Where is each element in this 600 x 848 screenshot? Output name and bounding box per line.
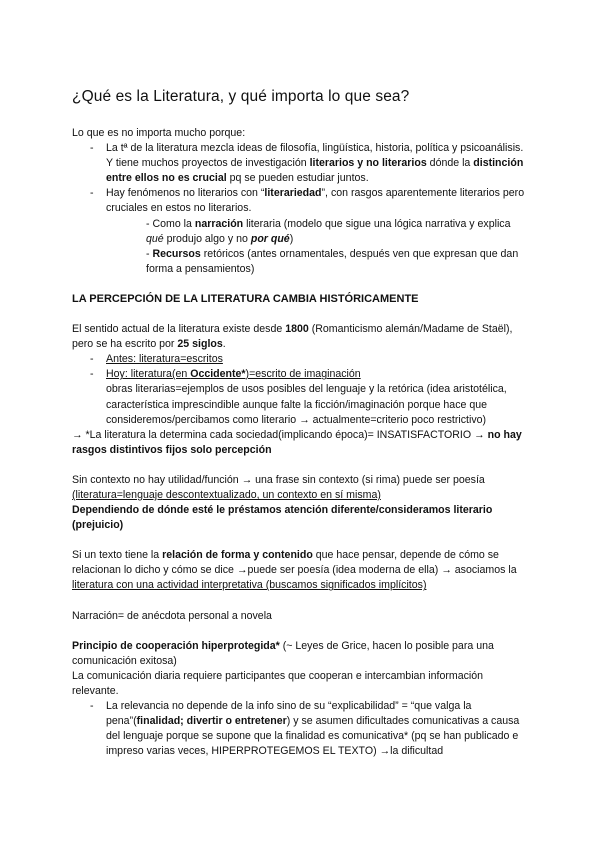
- document-body: [72, 126, 530, 759]
- list-item: - Hay fenómenos no literarios con “literariedad”, con rasgos aparentemente literarios pero cruciales en estos no literarios.: [90, 187, 525, 215]
- paragraph-history: El sentido actual de la literatura existe desde 1800 (Romanticismo alemán/Madame de Staël), pero se ha escrito por 25 siglos.: [72, 323, 513, 351]
- sub-item-recursos: - Recursos retóricos (antes ornamentales, después ven que expresan que dan forma a pensamientos): [146, 247, 519, 275]
- paragraph-form-content: Si un texto tiene la relación de forma y contenido que hace pensar, depende de cómo se relacionan lo dicho y cómo se dice →puede ser poesía (idea moderna de ella) → asociamos la literatura con una actividad interpretativa (buscamos significados implícitos): [72, 549, 517, 592]
- list-item: - La tª de la literatura mezcla ideas de filosofía, lingüística, historia, política y psicoanálisis. Y tiene muchos proyectos de investigación literarios y no literarios dónde la distinción entre ellos no es crucial pq se pueden estudiar juntos.: [90, 142, 524, 185]
- page-title: ¿Qué es la Literatura, y qué importa lo que sea?: [72, 88, 410, 105]
- bullet-dash: -: [90, 142, 94, 155]
- paragraph-narration: Narración= de anécdota personal a novela: [72, 609, 272, 622]
- paragraph-cooperation: Principio de cooperación hiperprotegida* (~ Leyes de Grice, hacen lo posible para una comunicación exitosa): [72, 639, 494, 667]
- paragraph-context-underlined: (literatura=lenguaje descontextualizado, un contexto en sí misma): [72, 488, 381, 501]
- bullet-dash: -: [90, 700, 94, 712]
- list-item: - La relevancia no depende de la info sino de su “explicabilidad” = “que valga la pena”(finalidad; divertir o entretener) y se asumen dificultades comunicativas a causa del lenguaje porque se supone que la finalidad es comunicativa* (pq se han publicado e impreso varias veces, HIPERPROTEGEMOS EL TEXTO) →la dificultad: [90, 700, 520, 758]
- section-heading: LA PERCEPCIÓN DE LA LITERATURA CAMBIA HISTÓRICAMENTE: [72, 292, 419, 305]
- intro-paragraph: Lo que es no importa mucho porque:: [72, 127, 246, 139]
- bullet-dash: -: [90, 187, 94, 200]
- list-item-continuation: obras literarias=ejemplos de usos posibles del lenguaje y la retórica (idea aristotélica, característica imprescindible aunque falte la ficción/imaginación porque hace que consideremos/percibamos como literario → actualmente=criterio poco restrictivo): [106, 383, 507, 426]
- list-item: - Hoy: literatura(en Occidente*)=escrito de imaginación: [72, 367, 530, 382]
- paragraph-context: Sin contexto no hay utilidad/función → una frase sin contexto (si rima) puede ser poesía: [72, 473, 485, 486]
- paragraph-conclusion: → *La literatura la determina cada sociedad(implicando época)= INSATISFACTORIO → no hay rasgos distintivos fijos solo percepción: [72, 428, 522, 456]
- sub-item-narracion: - Como la narración literaria (modelo que sigue una lógica narrativa y explica qué produjo algo y no por qué): [146, 217, 511, 245]
- list-item: - Antes: literatura=escritos: [72, 352, 530, 367]
- bullet-dash: -: [90, 353, 94, 366]
- bullet-dash: -: [90, 368, 94, 381]
- paragraph-communication: La comunicación diaria requiere participantes que cooperan e intercambian información relevante.: [72, 669, 484, 697]
- paragraph-context-bold: Dependiendo de dónde esté le préstamos atención diferente/consideramos literario (prejuicio): [72, 504, 493, 532]
